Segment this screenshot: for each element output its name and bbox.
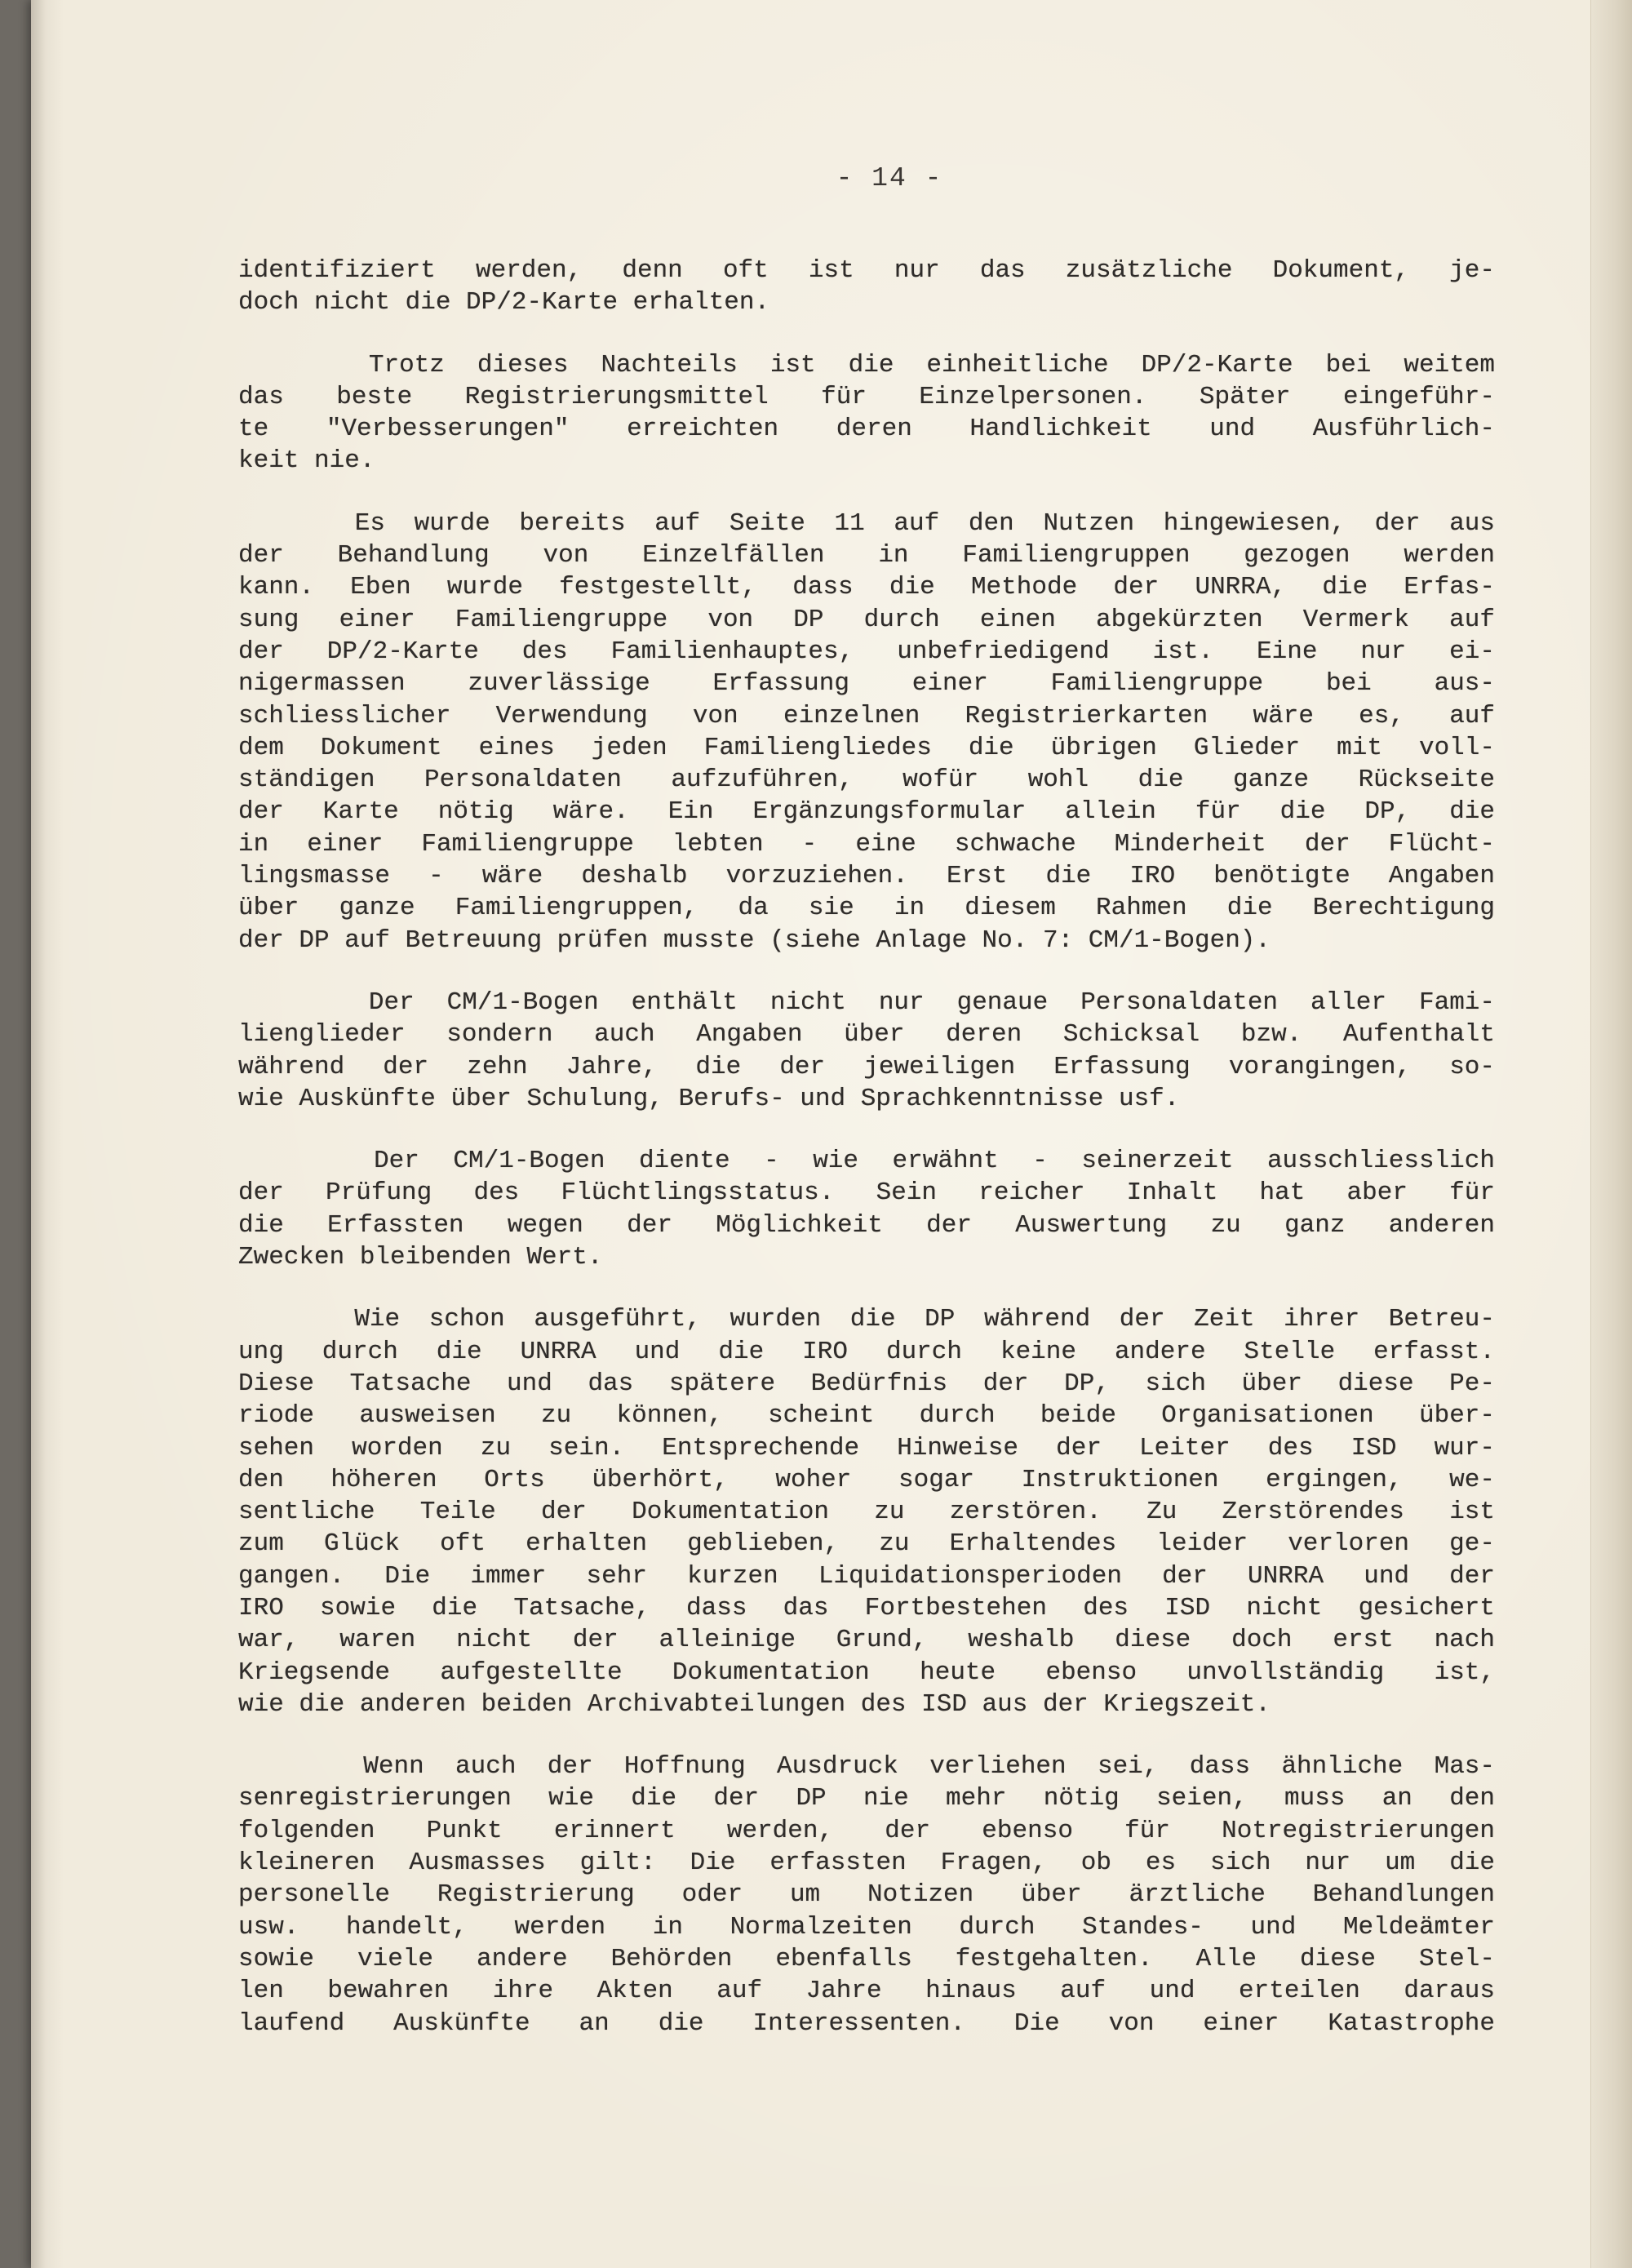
text-line: Zwecken bleibenden Wert. — [238, 1243, 603, 1272]
text-line: dem Dokument eines jeden Familiengliedes die übrigen Glieder mit voll- — [238, 733, 1495, 762]
text-line: keit nie. — [238, 446, 375, 476]
text-line: während der zehn Jahre, die der jeweiligen Erfassung vorangingen, so- — [238, 1052, 1495, 1081]
text-line: der DP auf Betreuung prüfen musste (siehe Anlage No. 7: CM/1-Bogen). — [238, 925, 1271, 955]
text-line: te "Verbesserungen" erreichten deren Handlichkeit und Ausführlich- — [238, 415, 1495, 444]
text-line: senregistrierungen wie die der DP nie mehr nötig seien, muss an den — [238, 1784, 1495, 1813]
text-line: Der CM/1-Bogen enthält nicht nur genaue Personaldaten aller Fami- — [238, 988, 1495, 1017]
text-line: folgenden Punkt erinnert werden, der ebenso für Notregistrierungen — [238, 1816, 1495, 1845]
text-line: schliesslicher Verwendung von einzelnen Registrierkarten wäre es, auf — [238, 701, 1495, 730]
text-line: usw. handelt, werden in Normalzeiten durch Standes- und Meldeämter — [238, 1912, 1495, 1942]
text-line: Diese Tatsache und das spätere Bedürfnis der DP, sich über diese Pe- — [238, 1369, 1495, 1398]
text-line: IRO sowie die Tatsache, dass das Fortbestehen des ISD nicht gesichert — [238, 1593, 1495, 1622]
text-line: der Behandlung von Einzelfällen in Familiengruppen gezogen werden — [238, 541, 1495, 570]
text-line: Der CM/1-Bogen diente - wie erwähnt - seinerzeit ausschliesslich — [238, 1147, 1495, 1176]
text-line: nigermassen zuverlässige Erfassung einer Familiengruppe bei aus- — [238, 669, 1495, 699]
text-line: der DP/2-Karte des Familienhauptes, unbefriedigend ist. Eine nur ei- — [238, 637, 1495, 666]
text-line: lienglieder sondern auch Angaben über deren Schicksal bzw. Aufenthalt — [238, 1020, 1495, 1050]
paragraph — [238, 1303, 1495, 1720]
text-line: riode ausweisen zu können, scheint durch beide Organisationen über- — [238, 1401, 1495, 1431]
paragraph — [238, 1751, 1495, 2039]
text-line: kann. Eben wurde festgestellt, dass die Methode der UNRRA, die Erfas- — [238, 573, 1495, 602]
text-line: personelle Registrierung oder um Notizen über ärztliche Behandlungen — [238, 1880, 1495, 1910]
text-line: wie Auskünfte über Schulung, Berufs- und Sprachkenntnisse usf. — [238, 1084, 1180, 1113]
text-line: war, waren nicht der alleinige Grund, weshalb diese doch erst nach — [238, 1626, 1495, 1655]
text-line: laufend Auskünfte an die Interessenten. Die von einer Katastrophe — [238, 2008, 1495, 2038]
paragraph — [238, 508, 1495, 956]
text-line: der Karte nötig wäre. Ein Ergänzungsformular allein für die DP, die — [238, 797, 1495, 827]
text-line: über ganze Familiengruppen, da sie in diesem Rahmen die Berechtigung — [238, 894, 1495, 923]
text-line: sung einer Familiengruppe von DP durch einen abgekürzten Vermerk auf — [238, 605, 1495, 634]
text-line: Wenn auch der Hoffnung Ausdruck verliehen sei, dass ähnliche Mas- — [238, 1752, 1495, 1782]
text-line: Kriegsende aufgestellte Dokumentation heute ebenso unvollständig ist, — [238, 1658, 1495, 1687]
text-line: der Prüfung des Flüchtlingsstatus. Sein reicher Inhalt hat aber für — [238, 1178, 1495, 1208]
text-line: doch nicht die DP/2-Karte erhalten. — [238, 288, 770, 317]
text-line: Wie schon ausgeführt, wurden die DP während der Zeit ihrer Betreu- — [238, 1305, 1495, 1334]
text-line: zum Glück oft erhalten geblieben, zu Erhaltendes leider verloren ge- — [238, 1529, 1495, 1559]
text-line: das beste Registrierungsmittel für Einzelpersonen. Später eingeführ- — [238, 382, 1495, 411]
text-line: sowie viele andere Behörden ebenfalls festgehalten. Alle diese Stel- — [238, 1944, 1495, 1973]
text-line: identifiziert werden, denn oft ist nur das zusätzliche Dokument, je- — [238, 256, 1495, 285]
text-line: die Erfassten wegen der Möglichkeit der Auswertung zu ganz anderen — [238, 1210, 1495, 1240]
text-line: Trotz dieses Nachteils ist die einheitliche DP/2-Karte bei weitem — [238, 350, 1495, 379]
paragraph — [238, 987, 1495, 1115]
text-line: in einer Familiengruppe lebten - eine schwache Minderheit der Flücht- — [238, 829, 1495, 859]
paragraph — [238, 255, 1495, 319]
page-number: - 14 - — [836, 163, 943, 193]
text-line: sehen worden zu sein. Entsprechende Hinweise der Leiter des ISD wur- — [238, 1433, 1495, 1462]
paragraph — [238, 1145, 1495, 1273]
text-line: gangen. Die immer sehr kurzen Liquidationsperioden der UNRRA und der — [238, 1561, 1495, 1591]
text-line: den höheren Orts überhört, woher sogar Instruktionen ergingen, we- — [238, 1465, 1495, 1494]
text-line: sentliche Teile der Dokumentation zu zerstören. Zu Zerstörendes ist — [238, 1498, 1495, 1527]
text-line: ung durch die UNRRA und die IRO durch keine andere Stelle erfasst. — [238, 1337, 1495, 1366]
text-line: lingsmasse - wäre deshalb vorzuziehen. Erst die IRO benötigte Angaben — [238, 862, 1495, 891]
text-line: ständigen Personaldaten aufzuführen, wofür wohl die ganze Rückseite — [238, 766, 1495, 795]
paragraph — [238, 349, 1495, 477]
text-line: wie die anderen beiden Archivabteilungen des ISD aus der Kriegszeit. — [238, 1689, 1271, 1719]
page-edge — [1590, 0, 1632, 2268]
text-line: kleineren Ausmasses gilt: Die erfassten Fragen, ob es sich nur um die — [238, 1849, 1495, 1878]
text-line: Es wurde bereits auf Seite 11 auf den Nutzen hingewiesen, der aus — [238, 508, 1495, 538]
text-line: len bewahren ihre Akten auf Jahre hinaus auf und erteilen daraus — [238, 1977, 1495, 2006]
document-body — [238, 255, 1495, 2070]
